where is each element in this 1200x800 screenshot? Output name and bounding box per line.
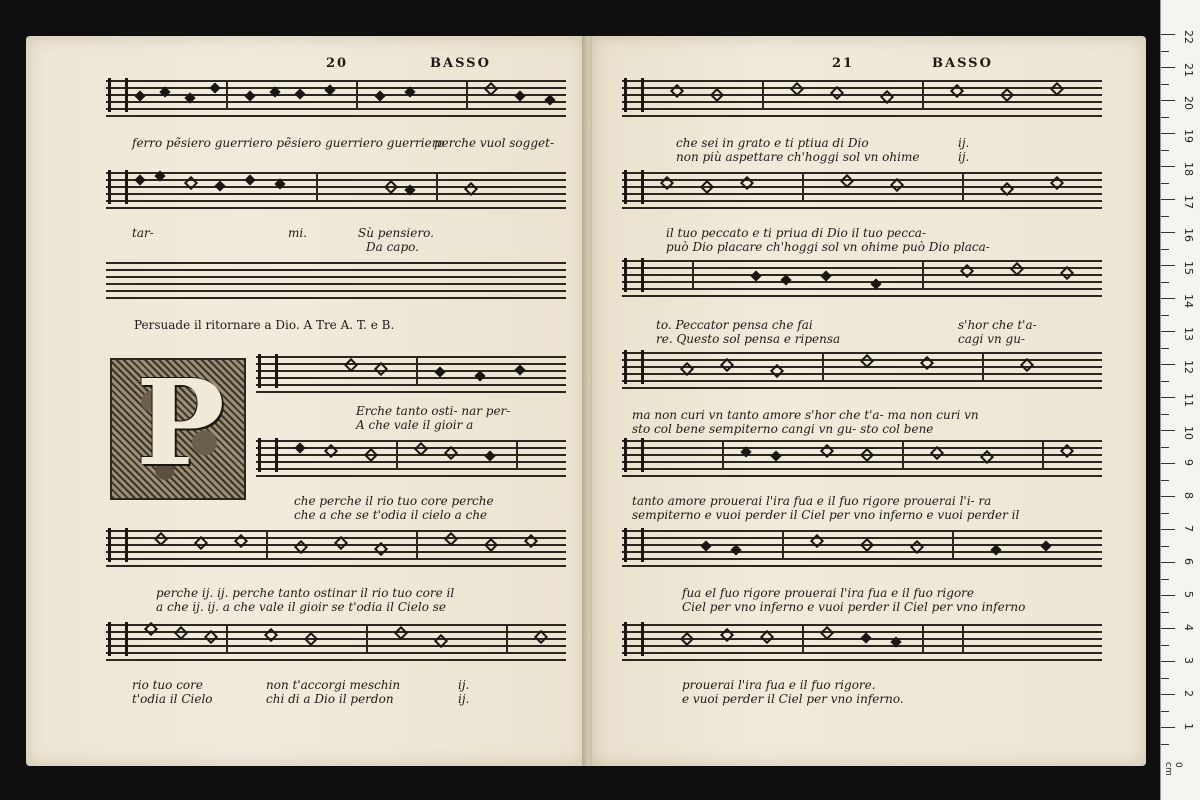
clef-icon <box>108 170 128 204</box>
ruler-tick <box>1161 744 1169 745</box>
ruler-tick <box>1161 364 1175 365</box>
ruler-tick <box>1161 562 1175 563</box>
lyric-line: che a che se t'odia il cielo a che <box>294 508 488 522</box>
ruler-number: 12 <box>1182 360 1195 374</box>
music-staff <box>106 530 566 570</box>
left-page <box>26 36 586 766</box>
lyric-line: e vuoi perder il Ciel per vno inferno. <box>682 692 904 706</box>
ruler-tick <box>1161 579 1169 580</box>
ruler-tick <box>1161 463 1175 464</box>
clef-icon <box>624 258 644 292</box>
music-staff <box>622 530 1102 570</box>
music-staff <box>256 440 566 480</box>
ruler-tick <box>1161 150 1169 151</box>
lyric-line: t'odia il Cielo <box>132 692 213 706</box>
lyric-line: chi di a Dio il perdon <box>266 692 394 706</box>
ruler-tick <box>1161 183 1169 184</box>
ruler-number: 11 <box>1182 393 1195 407</box>
ruler-tick <box>1161 166 1175 167</box>
ruler-number: 3 <box>1182 657 1195 664</box>
ruler-number: 22 <box>1182 30 1195 44</box>
ruler-number: 5 <box>1182 591 1195 598</box>
ruler-number: 13 <box>1182 327 1195 341</box>
lyric-line: ij. <box>458 678 470 692</box>
ruler-tick <box>1161 727 1175 728</box>
ruler-tick <box>1161 265 1175 266</box>
voice-header-left: BASSO <box>430 56 491 71</box>
clef-icon <box>258 354 278 388</box>
music-staff <box>106 80 566 120</box>
decorated-initial <box>110 353 246 500</box>
music-staff <box>622 440 1102 480</box>
lyric-line: mi. <box>288 226 308 240</box>
ruler-number: 21 <box>1182 63 1195 77</box>
lyric-line: ferro pẽsiero guerriero pẽsiero guerriero guerriero <box>132 136 445 150</box>
lyric-line: ij. <box>458 692 470 706</box>
ruler-tick <box>1161 480 1169 481</box>
lyric-line: perche vuol sogget- <box>434 136 554 150</box>
music-staff <box>622 172 1102 212</box>
lyric-line: sto col bene sempiterno cangi vn gu- sto col bene <box>632 422 934 436</box>
lyric-line: Ciel per vno inferno e vuoi perder il Ciel per vno inferno <box>682 600 1026 614</box>
ruler-tick <box>1161 67 1175 68</box>
lyric-line: re. Questo sol pensa e ripensa <box>656 332 841 346</box>
voice-header-right: BASSO <box>932 56 993 71</box>
lyric-line: che perche il rio tuo core perche <box>294 494 494 508</box>
lyric-line: prouerai l'ira fua e il fuo rigore. <box>682 678 876 692</box>
ruler-tick <box>1161 199 1175 200</box>
ruler-number: 1 <box>1182 723 1195 730</box>
ruler-tick <box>1161 496 1175 497</box>
ruler-tick <box>1161 628 1175 629</box>
ruler-number: 9 <box>1182 459 1195 466</box>
ruler-tick <box>1161 612 1169 613</box>
ruler-tick <box>1161 513 1169 514</box>
ruler-tick <box>1161 546 1169 547</box>
ruler-number: 17 <box>1182 195 1195 209</box>
measurement-ruler <box>1160 0 1200 800</box>
music-staff <box>622 624 1102 664</box>
lyric-line: ij. <box>958 136 970 150</box>
ruler-tick <box>1161 694 1175 695</box>
ruler-tick <box>1161 282 1169 283</box>
ruler-number: 7 <box>1182 525 1195 532</box>
ruler-tick <box>1161 678 1169 679</box>
music-staff <box>622 80 1102 120</box>
ruler-tick <box>1161 84 1169 85</box>
lyric-line: che sei in grato e ti ptiua di Dio <box>676 136 869 150</box>
lyric-line: non più aspettare ch'hoggi sol vn ohime <box>676 150 920 164</box>
empty-staff <box>106 262 566 302</box>
lyric-line: rio tuo core <box>132 678 203 692</box>
lyric-line: to. Peccator pensa che fai <box>656 318 813 332</box>
lyric-line: fua el fuo rigore prouerai l'ira fua e il fuo rigore <box>682 586 975 600</box>
ruler-number: 4 <box>1182 624 1195 631</box>
lyric-line: Erche tanto osti- nar per- <box>356 404 511 418</box>
ruler-tick <box>1161 100 1175 101</box>
ruler-tick <box>1161 249 1169 250</box>
ruler-number: 18 <box>1182 162 1195 176</box>
lyric-line: A che vale il gioir a <box>356 418 474 432</box>
ruler-tick <box>1161 595 1175 596</box>
lyric-line: ma non curi vn tanto amore s'hor che t'a- ma non curi vn <box>632 408 979 422</box>
music-staff <box>622 352 1102 392</box>
lyric-line: Da capo. <box>366 240 419 254</box>
ruler-tick <box>1161 232 1175 233</box>
section-heading: Persuade il ritornare a Dio. A Tre A. T. e B. <box>134 318 395 332</box>
music-staff <box>256 356 566 396</box>
clef-icon <box>624 350 644 384</box>
ruler-tick <box>1161 645 1169 646</box>
ruler-number: 16 <box>1182 228 1195 242</box>
ruler-tick <box>1161 331 1175 332</box>
ruler-tick <box>1161 430 1175 431</box>
ruler-tick <box>1161 133 1175 134</box>
music-staff <box>106 172 566 212</box>
lyric-line: sempiterno e vuoi perder il Ciel per vno inferno e vuoi perder il <box>632 508 1020 522</box>
lyric-line: a che ij. ij. a che vale il gioir se t'odia il Cielo se <box>156 600 447 614</box>
lyric-line: cagi vn gu- <box>958 332 1025 346</box>
page-number-left: 20 <box>326 56 349 71</box>
music-staff <box>622 260 1102 300</box>
open-book <box>26 36 1146 766</box>
initial-letter: P <box>136 353 225 492</box>
ruler-tick <box>1161 315 1169 316</box>
ruler-number: 8 <box>1182 492 1195 499</box>
clef-icon <box>108 528 128 562</box>
ruler-tick <box>1161 381 1169 382</box>
ruler-number: 14 <box>1182 294 1195 308</box>
lyric-line: il tuo peccato e ti priua di Dio il tuo pecca- <box>666 226 927 240</box>
clef-icon <box>624 78 644 112</box>
ruler-tick <box>1161 711 1169 712</box>
ruler-tick <box>1161 414 1169 415</box>
ruler-number: 2 <box>1182 690 1195 697</box>
clef-icon <box>624 170 644 204</box>
lyric-line: ij. <box>958 150 970 164</box>
ruler-number: 10 <box>1182 426 1195 440</box>
lyric-line: perche ij. ij. perche tanto ostinar il rio tuo core il <box>156 586 455 600</box>
ruler-tick <box>1161 51 1169 52</box>
lyric-line: non t'accorgi meschin <box>266 678 401 692</box>
ruler-tick <box>1161 529 1175 530</box>
clef-icon <box>624 622 644 656</box>
clef-icon <box>258 438 278 472</box>
lyric-line: tar- <box>132 226 154 240</box>
ruler-tick <box>1161 447 1169 448</box>
music-staff <box>106 624 566 664</box>
clef-icon <box>624 438 644 472</box>
clef-icon <box>624 528 644 562</box>
ruler-tick <box>1161 34 1175 35</box>
ruler-tick <box>1161 348 1169 349</box>
clef-icon <box>108 78 128 112</box>
ruler-number: 6 <box>1182 558 1195 565</box>
ruler-tick <box>1161 661 1175 662</box>
ruler-tick <box>1161 397 1175 398</box>
right-page <box>592 36 1146 766</box>
ruler-tick <box>1161 117 1169 118</box>
lyric-line: Sù pensiero. <box>358 226 434 240</box>
lyric-line: s'hor che t'a- <box>958 318 1037 332</box>
ruler-tick <box>1161 298 1175 299</box>
lyric-line: tanto amore prouerai l'ira fua e il fuo rigore prouerai l'i- ra <box>632 494 992 508</box>
page-number-right: 21 <box>832 56 855 71</box>
ruler-number: 20 <box>1182 96 1195 110</box>
ruler-number: 19 <box>1182 129 1195 143</box>
clef-icon <box>108 622 128 656</box>
ruler-unit: 0 cm <box>1163 762 1183 776</box>
lyric-line: può Dio placare ch'hoggi sol vn ohime può Dio placa- <box>666 240 990 254</box>
ruler-number: 15 <box>1182 261 1195 275</box>
ruler-tick <box>1161 216 1169 217</box>
